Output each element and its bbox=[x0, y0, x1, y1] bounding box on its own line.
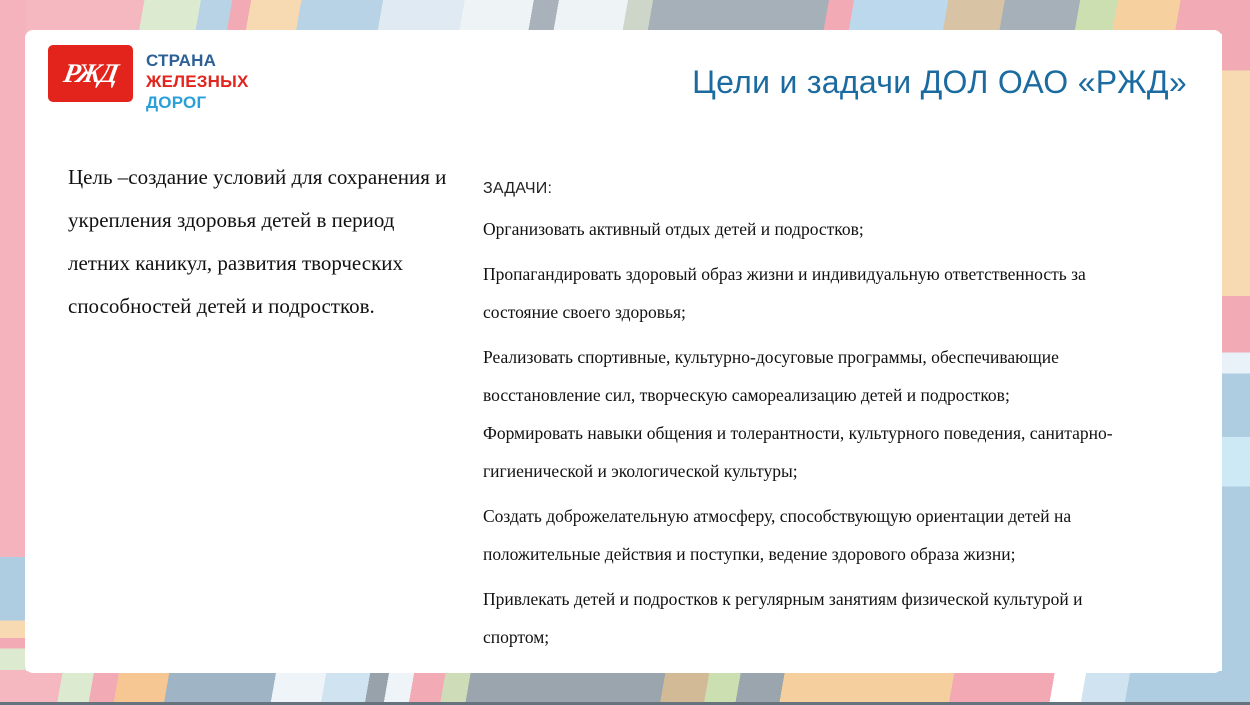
task-item: Реализовать спортивные, культурно-досуговые программы, обеспечивающие восстановление сил, творческую самореализацию детей и подростков; bbox=[483, 347, 1059, 405]
brand-line-zheleznykh: ЖЕЛЕЗНЫХ bbox=[146, 72, 249, 91]
decor-ribbon-border-top bbox=[0, 0, 1250, 34]
task-item: Пропагандировать здоровый образ жизни и индивидуальную ответственность за состояние своего здоровья; bbox=[483, 264, 1086, 322]
slide-title: Цели и задачи ДОЛ ОАО «РЖД» bbox=[692, 64, 1187, 100]
decor-ribbon-border-right bbox=[1222, 0, 1250, 705]
tasks-list bbox=[483, 210, 1143, 656]
brand-line-dorog: ДОРОГ bbox=[146, 93, 207, 112]
brand-wordmark bbox=[146, 50, 248, 113]
goal-text: Цель –создание условий для сохранения и укрепления здоровья детей в период летних каникул, развития творческих способностей детей и подростков. bbox=[68, 165, 447, 318]
task-item: Формировать навыки общения и толерантности, культурного поведения, санитарно-гигиенической и экологической культуры; bbox=[483, 423, 1113, 481]
rzd-logo-monogram: РЖД bbox=[61, 58, 120, 88]
task-item: Создать доброжелательную атмосферу, способствующую ориентации детей на положительные действия и поступки, ведение здорового образа жизни; bbox=[483, 506, 1072, 564]
rzd-logo bbox=[48, 45, 133, 102]
task-item: Привлекать детей и подростков к регулярным занятиям физической культурой и спортом; bbox=[483, 589, 1083, 647]
tasks-header: ЗАДАЧИ: bbox=[483, 180, 553, 197]
brand-line-strana: СТРАНА bbox=[146, 51, 217, 70]
decor-ribbon-border-left bbox=[0, 0, 26, 705]
tasks-section bbox=[483, 180, 1143, 663]
task-item: Организовать активный отдых детей и подростков; bbox=[483, 219, 864, 239]
decor-ribbon-border-bottom bbox=[0, 671, 1250, 705]
